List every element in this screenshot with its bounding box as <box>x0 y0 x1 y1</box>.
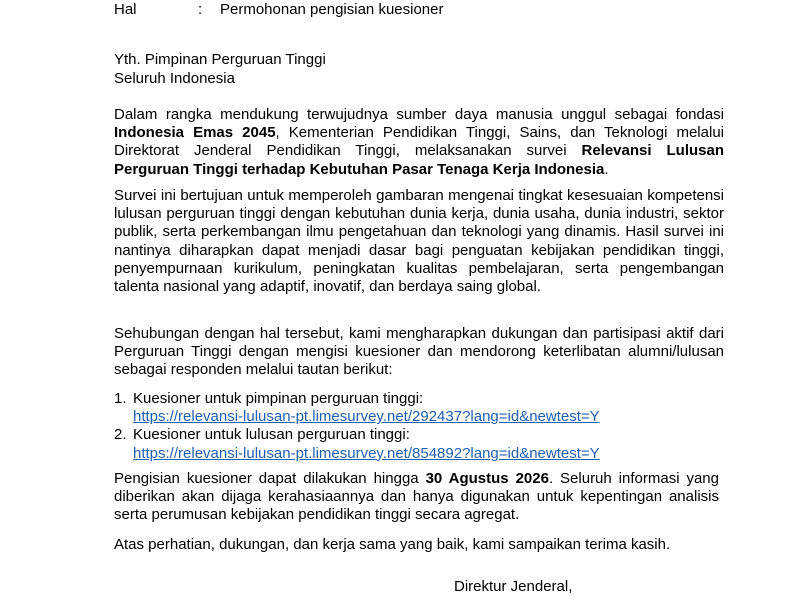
list-item-label: Kuesioner untuk pimpinan perguruan tinggi: <box>133 390 424 407</box>
paragraph-request: Sehubungan dengan hal tersebut, kami mengharapkan dukungan dan partisipasi aktif dari Perguruan Tinggi dengan mengisi kuesioner dan mendorong keterlibatan alumni/lulusan sebagai responden melalui tautan berikut: <box>114 325 724 379</box>
intro-text-2: , Kementerian Pendidikan Tinggi, Sains, dan Teknologi melalui Direktorat Jenderal Pendidikan Tinggi, melaksanakan survei <box>114 124 724 160</box>
deadline-date: 30 Agustus 2026 <box>425 470 549 487</box>
leader-questionnaire-link[interactable]: https://relevansi-lulusan-pt.limesurvey.net/292437?lang=id&newtest=Y <box>133 408 600 426</box>
deadline-text-1: Pengisian kuesioner dapat dilakukan hingga <box>114 470 426 487</box>
intro-bold-emas: Indonesia Emas 2045 <box>114 124 276 142</box>
subject-line <box>114 0 443 19</box>
intro-text-1: Dalam rangka mendukung terwujudnya sumber daya manusia unggul sebagai fondasi <box>114 106 724 123</box>
paragraph-purpose: Survei ini bertujuan untuk memperoleh gambaran mengenai tingkat kesesuaian kompetensi lulusan perguruan tinggi dengan kebutuhan dunia kerja, dunia usaha, dunia industri, sektor publik, serta perkembangan ilmu pengetahuan dan teknologi yang dinamis. Hasil survei ini nantinya diharapkan dapat menjadi dasar bagi penguatan kebijakan pendidikan tinggi, penyempurnaan kurikulum, peningkatan kualitas pembelajaran, serta pengembangan talenta nasional yang adaptif, inovatif, dan berdaya saing global. <box>114 187 724 296</box>
paragraph-deadline <box>114 470 719 525</box>
recipient-line-1: Yth. Pimpinan Perguruan Tinggi <box>114 51 326 68</box>
questionnaire-link-list <box>114 390 600 463</box>
subject-value: Permohonan pengisian kuesioner <box>220 1 444 18</box>
deadline-text-2: . Seluruh informasi yang diberikan akan dijaga kerahasiaannya dan hanya digunakan untuk kepentingan analisis serta perumusan kebijakan pendidikan tinggi secara agregat. <box>114 470 719 524</box>
subject-colon: : <box>198 1 203 18</box>
subject-label: Hal <box>114 1 137 18</box>
list-number: 2. <box>114 426 127 444</box>
intro-bold-survey-title: Relevansi Lulusan Perguruan Tinggi terhadap Kebutuhan Pasar Tenaga Kerja Indonesia <box>114 142 724 178</box>
list-item <box>114 426 600 462</box>
paragraph-intro <box>114 106 724 179</box>
graduate-questionnaire-link[interactable]: https://relevansi-lulusan-pt.limesurvey.net/854892?lang=id&newtest=Y <box>133 444 600 462</box>
list-item-label: Kuesioner untuk lulusan perguruan tinggi: <box>133 426 410 444</box>
list-item <box>114 390 600 426</box>
recipient-block <box>114 50 724 88</box>
signature-title: Direktur Jenderal, <box>454 578 573 595</box>
paragraph-closing: Atas perhatian, dukungan, dan kerja sama yang baik, kami sampaikan terima kasih. <box>114 536 671 553</box>
intro-text-3: . <box>604 160 609 178</box>
list-number: 1. <box>114 390 127 407</box>
recipient-line-2: Seluruh Indonesia <box>114 70 235 87</box>
